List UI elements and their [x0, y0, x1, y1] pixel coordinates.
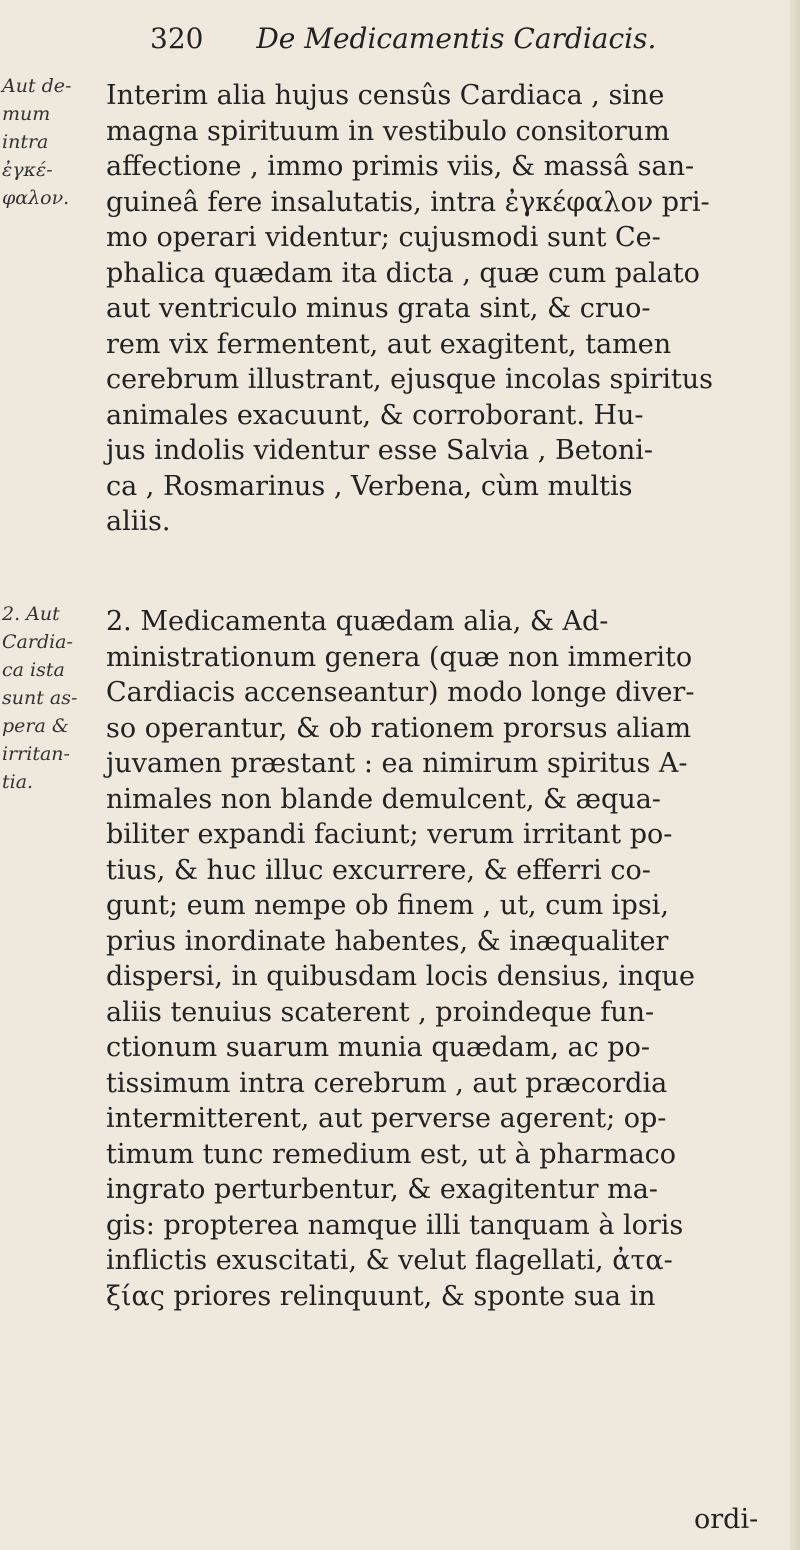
text-line: prius inordinate habentes, & inæqualiter — [106, 925, 669, 957]
text-line: ingrato perturbentur, & exagitentur ma- — [106, 1174, 658, 1205]
paragraph-2 — [106, 604, 786, 1314]
text-line: jus indolis videntur esse Salvia , Betoni- — [106, 435, 654, 466]
text-line: intermitterent, aut perverse agerent; op- — [106, 1103, 667, 1134]
catchword: ordi- — [694, 1504, 759, 1535]
text-line: phalica quædam ita dicta , quæ cum palato — [106, 257, 700, 289]
text-line: ministrationum genera (quæ non immerito — [106, 641, 693, 673]
text-line: tissimum intra cerebrum , aut præcordia — [106, 1067, 668, 1099]
page-edge — [790, 0, 800, 1550]
text-line: rem vix fermentent, aut exagitent, tamen — [106, 328, 672, 360]
text-line: ξίας priores relinquunt, & sponte sua in — [106, 1280, 656, 1312]
margin-note-line: 2. Aut — [2, 603, 60, 625]
text-line: aliis tenuius scaterent , proindeque fun- — [106, 996, 655, 1028]
margin-note-line: ἐγκέ- — [2, 159, 53, 181]
margin-note-line: φαλον. — [2, 187, 70, 209]
margin-note-1 — [2, 72, 102, 212]
text-line: inflictis exuscitati, & velut flagellati, ἀτα- — [106, 1245, 673, 1276]
text-line: juvamen præstant : ea nimirum spiritus A- — [106, 748, 688, 779]
text-line: gunt; eum nempe ob finem , ut, cum ipsi, — [106, 890, 669, 921]
margin-note-line: tia. — [2, 771, 34, 793]
margin-note-2 — [2, 600, 102, 796]
text-line: ca , Rosmarinus , Verbena, cùm multis — [106, 470, 633, 502]
text-line: aliis. — [106, 506, 171, 537]
paragraph-1 — [106, 78, 786, 540]
margin-note-line: ca ista — [2, 659, 65, 681]
margin-note-line: intra — [2, 131, 49, 153]
page-number: 320 — [150, 22, 204, 55]
text-line: mo operari videntur; cujusmodi sunt Ce- — [106, 222, 661, 253]
text-line: tius, & huc illuc excurrere, & efferri co- — [106, 854, 651, 886]
text-line: affectione , immo primis viis, & massâ san- — [106, 151, 695, 182]
text-line: nimales non blande demulcent, & æqua- — [106, 783, 661, 815]
text-line: cerebrum illustrant, ejusque incolas spiritus — [106, 364, 713, 395]
text-line: timum tunc remedium est, ut à pharmaco — [106, 1138, 677, 1170]
text-line: guineâ fere insalutatis, intra ἐγκέφαλον pri- — [106, 186, 710, 218]
text-line: animales exacuunt, & corroborant. Hu- — [106, 399, 644, 431]
margin-note-line: mum — [2, 103, 51, 125]
margin-note-line: sunt as- — [2, 687, 78, 709]
text-line: 2. Medicamenta quædam alia, & Ad- — [106, 606, 609, 637]
text-line: Interim alia hujus censûs Cardiaca , sine — [106, 80, 665, 111]
margin-note-line: Aut de- — [2, 75, 72, 97]
margin-note-line: pera & — [2, 715, 69, 737]
running-title: De Medicamentis Cardiacis. — [256, 22, 657, 55]
text-line: so operantur, & ob rationem prorsus aliam — [106, 712, 692, 744]
text-line: dispersi, in quibusdam locis densius, inque — [106, 961, 695, 992]
text-line: aut ventriculo minus grata sint, & cruo- — [106, 293, 651, 324]
margin-note-line: irritan- — [2, 743, 70, 765]
text-line: gis: propterea namque illi tanquam à loris — [106, 1209, 684, 1241]
text-line: Cardiacis accenseantur) modo longe diver- — [106, 677, 695, 708]
page-header — [150, 22, 656, 55]
text-line: magna spirituum in vestibulo consitorum — [106, 115, 670, 147]
margin-note-line: Cardia- — [2, 631, 73, 653]
text-line: ctionum suarum munia quædam, ac po- — [106, 1032, 651, 1063]
text-line: biliter expandi faciunt; verum irritant po- — [106, 819, 673, 850]
